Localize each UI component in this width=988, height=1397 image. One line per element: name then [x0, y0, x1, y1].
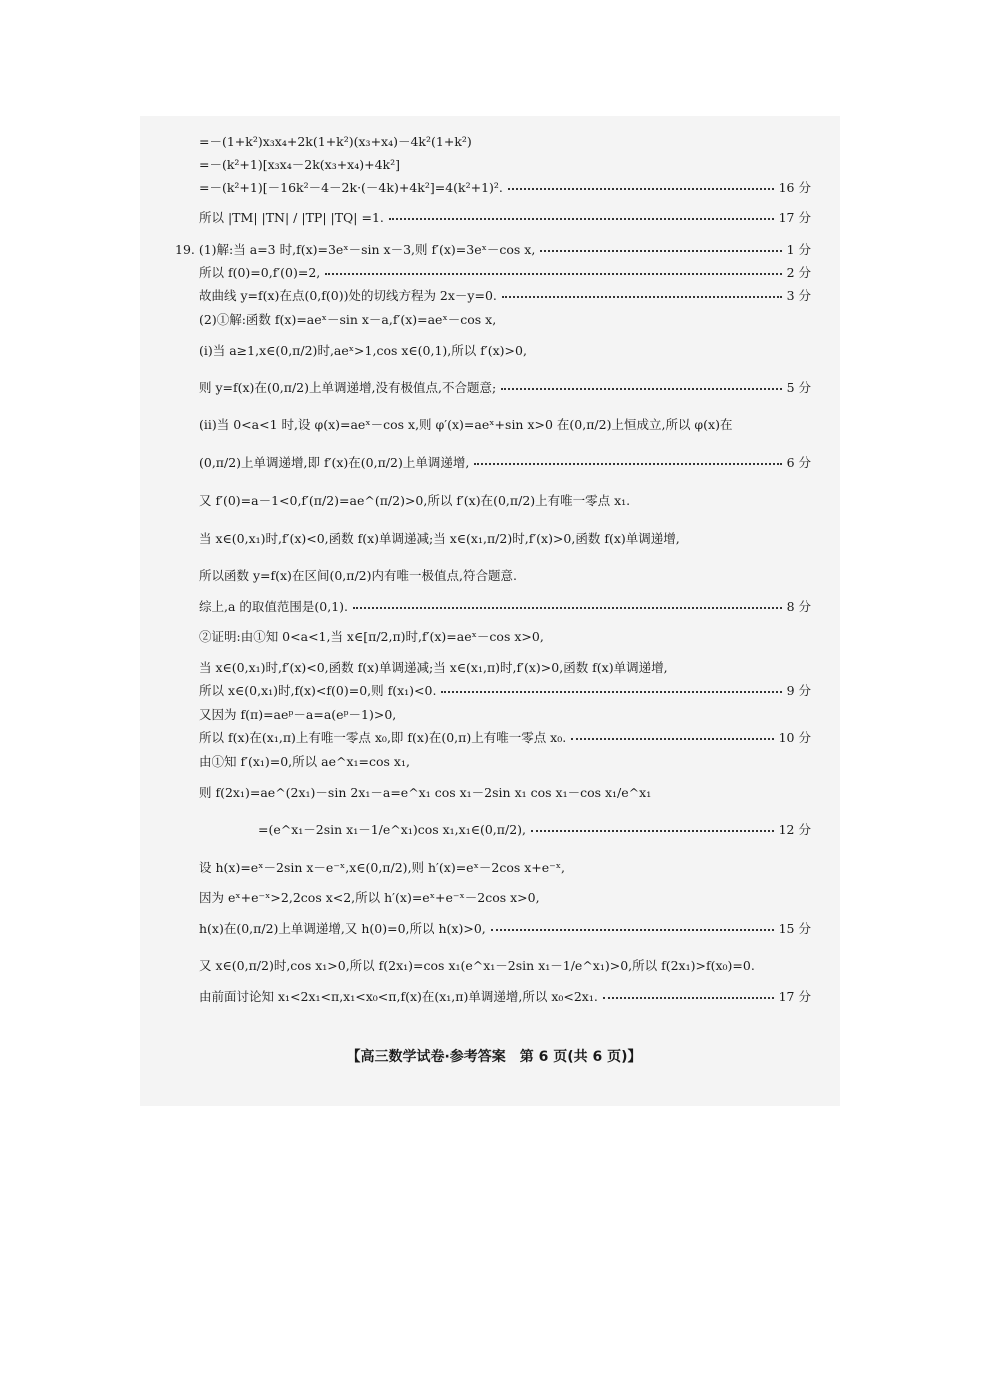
- answer-line: =－(k²+1)[－16k²－4－2k·(－4k)+4k²]=4(k²+1)². 16 分: [199, 177, 811, 199]
- answer-line: 则 y=f(x)在(0,π/2)上单调递增,没有极值点,不合题意; 5 分: [199, 377, 811, 399]
- answer-line: (ⅱ)当 0<a<1 时,设 φ(x)=aeˣ－cos x,则 φ′(x)=aeˣ+sin x>0 在(0,π/2)上恒成立,所以 φ(x)在: [199, 417, 733, 432]
- answer-line: (ⅰ)当 a≥1,x∈(0,π/2)时,aeˣ>1,cos x∈(0,1),所以 f′(x)>0,: [199, 343, 527, 358]
- answer-line: 所以 f(0)=0,f′(0)=2, 2 分: [199, 262, 811, 284]
- answer-line: 由前面讨论知 x₁<2x₁<π,x₁<x₀<π,f(x)在(x₁,π)单调递增,所以 x₀<2x₁. 17 分: [199, 986, 811, 1008]
- leader-dots: [603, 996, 774, 999]
- leader-dots: [531, 829, 774, 832]
- answer-line: 当 x∈(0,x₁)时,f′(x)<0,函数 f(x)单调递减;当 x∈(x₁,π/2)时,f′(x)>0,函数 f(x)单调递增,: [199, 531, 680, 546]
- answer-line: 所以 x∈(0,x₁)时,f(x)<f(0)=0,则 f(x₁)<0. 9 分: [199, 680, 811, 702]
- leader-dots: [325, 272, 781, 275]
- score: 3 分: [786, 288, 811, 303]
- answer-line: 则 f(2x₁)=ae^(2x₁)－sin 2x₁－a=e^x₁ cos x₁－2sin x₁ cos x₁－cos x₁/e^x₁: [199, 785, 652, 800]
- leader-dots: [502, 295, 782, 298]
- leader-dots: [441, 690, 781, 693]
- answer-line: ②证明:由①知 0<a<1,当 x∈[π/2,π)时,f′(x)=aeˣ－cos x>0,: [199, 629, 544, 644]
- answer-line: 所以函数 y=f(x)在区间(0,π/2)内有唯一极值点,符合题意.: [199, 568, 517, 583]
- answer-line: (2)①解:函数 f(x)=aeˣ－sin x－a,f′(x)=aeˣ－cos x,: [199, 312, 497, 327]
- score: 6 分: [786, 455, 811, 470]
- answer-line: =(e^x₁－2sin x₁－1/e^x₁)cos x₁,x₁∈(0,π/2), 12 分: [258, 819, 811, 841]
- answer-line: 所以 f(x)在(x₁,π)上有唯一零点 x₀,即 f(x)在(0,π)上有唯一零点 x₀. 10 分: [199, 727, 811, 749]
- answer-line: 19. (1)解:当 a=3 时,f(x)=3eˣ－sin x－3,则 f′(x)=3eˣ－cos x, 1 分: [175, 239, 811, 261]
- answer-line: 所以 |TM| |TN| / |TP| |TQ| =1. 17 分: [199, 207, 811, 229]
- answer-line: =－(1+k²)x₃x₄+2k(1+k²)(x₃+x₄)－4k²(1+k²): [199, 134, 472, 149]
- leader-dots: [389, 217, 774, 220]
- leader-dots: [353, 606, 782, 609]
- answer-line: 设 h(x)=eˣ－2sin x－e⁻ˣ,x∈(0,π/2),则 h′(x)=eˣ－2cos x+e⁻ˣ,: [199, 860, 566, 875]
- score: 16 分: [778, 180, 811, 195]
- answer-line: 又 f′(0)=a－1<0,f′(π/2)=ae^(π/2)>0,所以 f′(x)在(0,π/2)上有唯一零点 x₁.: [199, 493, 631, 508]
- score: 17 分: [778, 989, 811, 1004]
- answer-line: 故曲线 y=f(x)在点(0,f(0))处的切线方程为 2x－y=0. 3 分: [199, 285, 811, 307]
- leader-dots: [540, 249, 781, 252]
- score: 5 分: [786, 380, 811, 395]
- answer-line: h(x)在(0,π/2)上单调递增,又 h(0)=0,所以 h(x)>0, 15 分: [199, 918, 811, 940]
- answer-line: 又因为 f(π)=aeᵖ－a=a(eᵖ－1)>0,: [199, 707, 397, 722]
- leader-dots: [508, 187, 774, 190]
- score: 10 分: [778, 730, 811, 745]
- answer-line: 综上,a 的取值范围是(0,1). 8 分: [199, 596, 811, 618]
- score: 12 分: [778, 822, 811, 837]
- answer-line: 因为 eˣ+e⁻ˣ>2,2cos x<2,所以 h′(x)=eˣ+e⁻ˣ－2cos x>0,: [199, 890, 540, 905]
- score: 9 分: [786, 683, 811, 698]
- answer-line: 由①知 f′(x₁)=0,所以 ae^x₁=cos x₁,: [199, 754, 410, 769]
- score: 17 分: [778, 210, 811, 225]
- leader-dots: [474, 462, 781, 465]
- score: 8 分: [786, 599, 811, 614]
- leader-dots: [571, 737, 773, 740]
- answer-line: 又 x∈(0,π/2)时,cos x₁>0,所以 f(2x₁)=cos x₁(e^x₁－2sin x₁－1/e^x₁)>0,所以 f(2x₁)>f(x₀)=0.: [199, 958, 755, 973]
- score: 15 分: [778, 921, 811, 936]
- leader-dots: [491, 928, 774, 931]
- answer-line: =－(k²+1)[x₃x₄－2k(x₃+x₄)+4k²]: [199, 157, 401, 172]
- score: 1 分: [786, 242, 811, 257]
- leader-dots: [501, 387, 781, 390]
- answer-line: (0,π/2)上单调递增,即 f′(x)在(0,π/2)上单调递增, 6 分: [199, 452, 811, 474]
- answer-line: 当 x∈(0,x₁)时,f′(x)<0,函数 f(x)单调递减;当 x∈(x₁,π)时,f′(x)>0,函数 f(x)单调递增,: [199, 660, 668, 675]
- page-footer: 【高三数学试卷·参考答案 第 6 页(共 6 页)】: [346, 1049, 642, 1065]
- score: 2 分: [786, 265, 811, 280]
